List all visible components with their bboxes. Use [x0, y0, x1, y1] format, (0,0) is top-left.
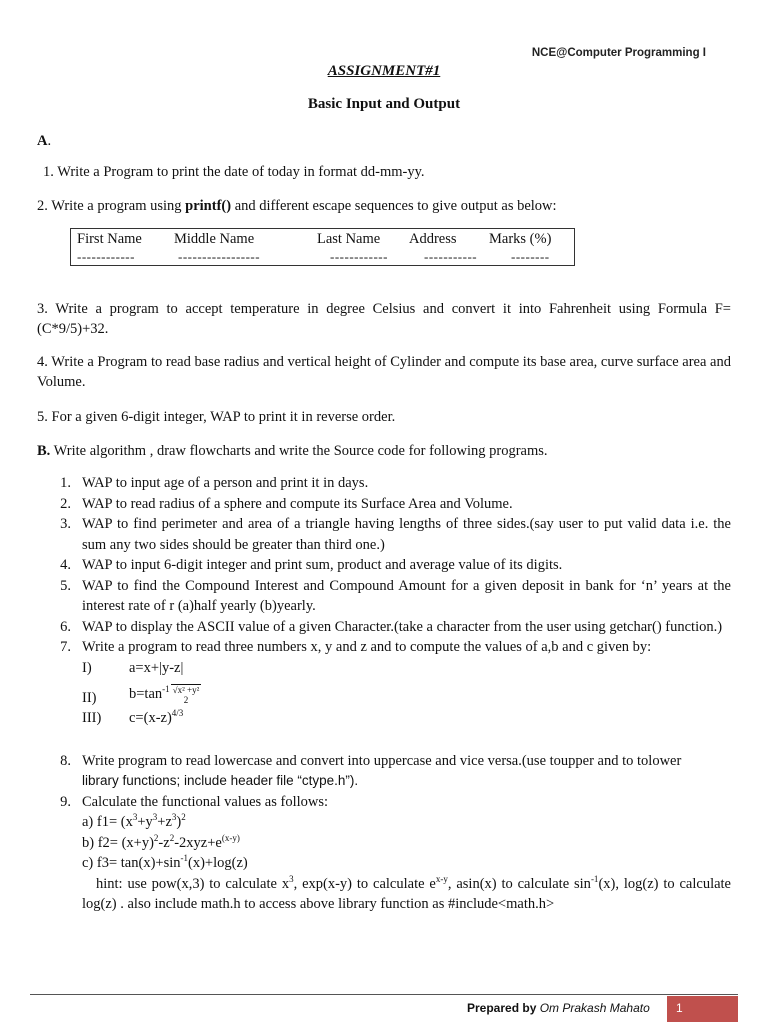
list-item: 6. WAP to display the ASCII value of a given Character.(take a character from the user using getchar() function.) [60, 618, 723, 635]
question-a1: 1. Write a Program to print the date of today in format dd-mm-yy. [43, 164, 425, 180]
col-first-name: First Name [77, 231, 142, 247]
section-b-list [55, 473, 731, 915]
footer-divider [30, 994, 738, 995]
formula-c: III) $c=(x-z)^{4/3}$ [82, 707, 184, 726]
section-a-heading: A. [37, 133, 52, 149]
list-item: 1. WAP to input age of a person and print it in days. [60, 475, 369, 491]
list-item: 4. WAP to input 6-digit integer and print sum, product and average value of its digits. [60, 557, 563, 573]
section-b-heading: B. Write algorithm , draw flowcharts and write the Source code for following programs. [37, 443, 548, 459]
dash-first: ------------ [77, 249, 135, 264]
col-marks: Marks (%) [489, 231, 552, 247]
dash-middle: ----------------- [178, 249, 261, 264]
page-number: 1 [667, 996, 738, 1022]
function-f3: c) $f3= \tan(x)+\sin^{-1}(x)+\log(z)$ [82, 853, 248, 871]
hint-text: hint: use pow(x,3) to calculate $x^3$, exp(x-y) to calculate $e^{x-y}$, asin(x) to calculate $\sin^{-1}(x)$, log(z) to calculate log(z) . also include math.h to access above library function as #include<math.h> [82, 873, 731, 912]
formula-a: I) a=x+|y-z| [82, 659, 184, 676]
list-item: 5. WAP to find the Compound Interest and Compound Amount for a given deposit in bank for ‘n’ years at the interest rate of r (a)half yearly (b)yearly. [60, 577, 731, 614]
formula-b: II) $b=\tan^{-1}$ √x² +y² 2 [82, 683, 200, 706]
list-item: 7. Write a program to read three numbers x, y and z and to compute the values of a,b and c given by: I) a=x+|y-z| II) $b=\tan^{-1}$ √x² +y² 2 III) $c=(x-z)^{4/3}$ [55, 637, 731, 733]
question-a2: 2. Write a program using printf() and different escape sequences to give output as below: [37, 198, 557, 214]
list-item: 2. WAP to read radius of a sphere and compute its Surface Area and Volume. [60, 495, 513, 512]
assignment-title: ASSIGNMENT#1 [327, 63, 441, 79]
assignment-subtitle: Basic Input and Output [307, 96, 461, 112]
question-a5: 5. For a given 6-digit integer, WAP to print it in reverse order. [37, 409, 396, 425]
dash-last: ------------ [330, 249, 388, 264]
question-a4: 4. Write a Program to read base radius and vertical height of Cylinder and compute its base area, curve surface area and Volume. [37, 354, 731, 390]
question-a3: 3. Write a program to accept temperature in degree Celsius and convert it into Fahrenheit using Formula F=(C*9/5)+32. [37, 301, 731, 337]
sample-output-box [70, 228, 575, 266]
list-item: 3. WAP to find perimeter and area of a triangle having lengths of three sides.(say user to put valid data i.e. the sum any two sides should be greater than third one.) [60, 516, 731, 553]
footer-credit: Prepared by Om Prakash Mahato [467, 1001, 650, 1015]
function-f1: a) $f1= (x^3+y^3+z^3)^2$ [82, 812, 186, 830]
col-address: Address [409, 231, 457, 247]
dash-marks: -------- [511, 249, 550, 264]
list-item: 8. Write program to read lowercase and convert into uppercase and vice versa.(use toupper and to tolower library functions; include header file “ctype.h”). [60, 752, 682, 788]
list-item: 9. Calculate the functional values as follows: a) $f1= (x^3+y^3+z^3)^2$ b) $f2= (x+y)^2-z^2-2xyz+e^{(x-y)}$ c) $f3= \tan(x)+\sin^{-1}(x)+\log(z)$ hint: use pow(x,3) to calculate $x^3$, exp(x-y) to calculate $e^{x-y}$, asin(x) to calculate $\sin^{-1}(x)$, log(z) to calculate log(z) . also include math.h to access above library function as #include<math.h> [55, 792, 731, 915]
col-last-name: Last Name [317, 231, 381, 247]
running-header: NCE@Computer Programming I [531, 47, 706, 59]
dash-address: ----------- [424, 249, 478, 264]
function-f2: b) $f2= (x+y)^2-z^2-2xyz+e^{(x-y)}$ [82, 832, 240, 851]
col-middle-name: Middle Name [174, 231, 255, 247]
